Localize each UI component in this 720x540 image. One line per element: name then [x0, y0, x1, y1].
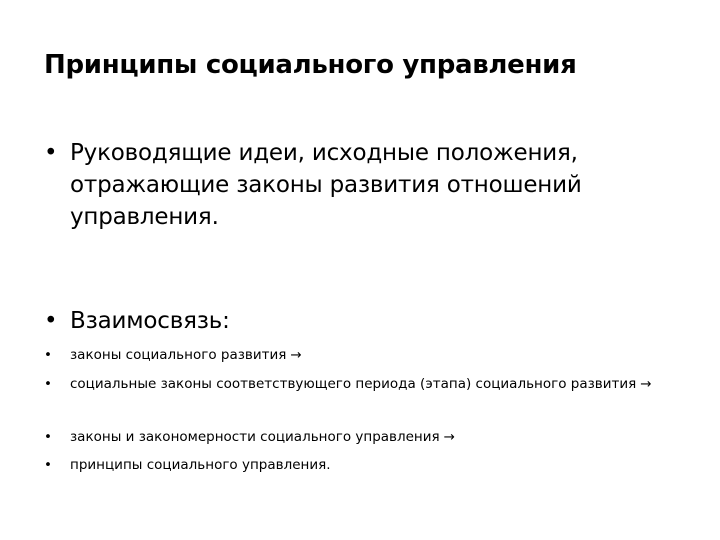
sub-bullet-content — [70, 345, 670, 366]
slide-title: Принципы социального управления — [44, 50, 577, 80]
sub-bullet-period-social-laws — [44, 374, 660, 395]
bullet-marker: • — [44, 376, 52, 392]
sub-bullet-social-development-laws — [44, 345, 670, 366]
bullet-text: законы и закономерности социального управления — [70, 429, 440, 445]
bullet-text: Руководящие идеи, исходные положения, отражающие законы развития отношений управления. — [70, 140, 582, 230]
sub-bullet-management-principles — [44, 455, 670, 476]
arrow-right-icon: → — [640, 376, 652, 392]
main-bullet-interrelation — [44, 305, 670, 337]
bullet-marker: • — [44, 429, 52, 445]
bullet-text: Взаимосвязь: — [70, 308, 230, 334]
bullet-marker: • — [44, 347, 52, 363]
bullet-marker: • — [44, 140, 58, 166]
bullet-text: законы социального развития — [70, 347, 287, 363]
bullet-marker: • — [44, 457, 52, 473]
bullet-text: социальные законы соответствующего периода (этапа) социального развития — [70, 376, 637, 392]
bullet-marker: • — [44, 308, 58, 334]
main-bullet-principles-definition — [44, 137, 670, 233]
sub-bullet-management-laws — [44, 427, 670, 448]
sub-bullet-content — [70, 427, 670, 448]
arrow-right-icon: → — [443, 429, 455, 445]
arrow-right-icon: → — [290, 347, 302, 363]
sub-bullet-content — [70, 374, 660, 395]
bullet-text: принципы социального управления. — [70, 457, 331, 473]
